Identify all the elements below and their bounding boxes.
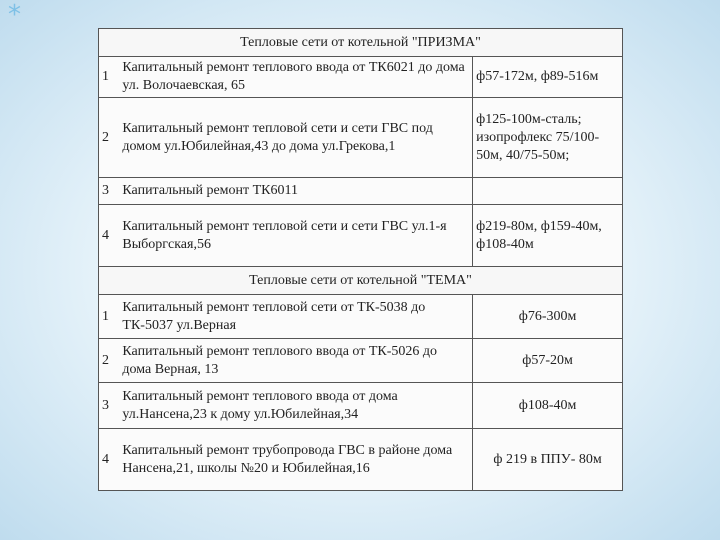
table-row	[99, 57, 623, 98]
heating-networks-table	[98, 28, 623, 491]
row-description: Капитальный ремонт ТК6011	[119, 178, 472, 205]
row-pipe-spec: ф219-80м, ф159-40м, ф108-40м	[473, 205, 623, 267]
section-title: Тепловые сети от котельной "ТЕМА"	[99, 267, 623, 295]
row-pipe-spec	[473, 178, 623, 205]
section-header-row	[99, 29, 623, 57]
row-pipe-spec: ф76-300м	[473, 295, 623, 339]
table-row	[99, 339, 623, 383]
table-row	[99, 383, 623, 429]
row-number: 2	[99, 339, 120, 383]
row-description: Капитальный ремонт теплового ввода от ТК6021 до дома ул. Волочаевская, 65	[119, 57, 472, 98]
star-icon: *	[8, 0, 21, 30]
table-row	[99, 98, 623, 178]
row-number: 3	[99, 383, 120, 429]
table-row	[99, 178, 623, 205]
row-number: 4	[99, 205, 120, 267]
section-title: Тепловые сети от котельной "ПРИЗМА"	[99, 29, 623, 57]
row-number: 2	[99, 98, 120, 178]
row-pipe-spec: ф57-20м	[473, 339, 623, 383]
table-row	[99, 295, 623, 339]
section-header-row	[99, 267, 623, 295]
row-pipe-spec: ф108-40м	[473, 383, 623, 429]
row-number: 1	[99, 295, 120, 339]
row-number: 1	[99, 57, 120, 98]
table-row	[99, 205, 623, 267]
row-description: Капитальный ремонт теплового ввода от дома ул.Нансена,23 к дому ул.Юбилейная,34	[119, 383, 472, 429]
row-description: Капитальный ремонт тепловой сети и сети ГВС под домом ул.Юбилейная,43 до дома ул.Грекова,1	[119, 98, 472, 178]
row-description: Капитальный ремонт теплового ввода от ТК-5026 до дома Верная, 13	[119, 339, 472, 383]
row-number: 3	[99, 178, 120, 205]
row-pipe-spec: ф 219 в ППУ- 80м	[473, 429, 623, 491]
row-pipe-spec: ф125-100м-сталь; изопрофлекс 75/100-50м, 40/75-50м;	[473, 98, 623, 178]
row-description: Капитальный ремонт трубопровода ГВС в районе дома Нансена,21, школы №20 и Юбилейная,16	[119, 429, 472, 491]
row-pipe-spec: ф57-172м, ф89-516м	[473, 57, 623, 98]
row-number: 4	[99, 429, 120, 491]
table-row	[99, 429, 623, 491]
row-description: Капитальный ремонт тепловой сети и сети ГВС ул.1-я Выборгская,56	[119, 205, 472, 267]
row-description: Капитальный ремонт тепловой сети от ТК-5038 до ТК-5037 ул.Верная	[119, 295, 472, 339]
